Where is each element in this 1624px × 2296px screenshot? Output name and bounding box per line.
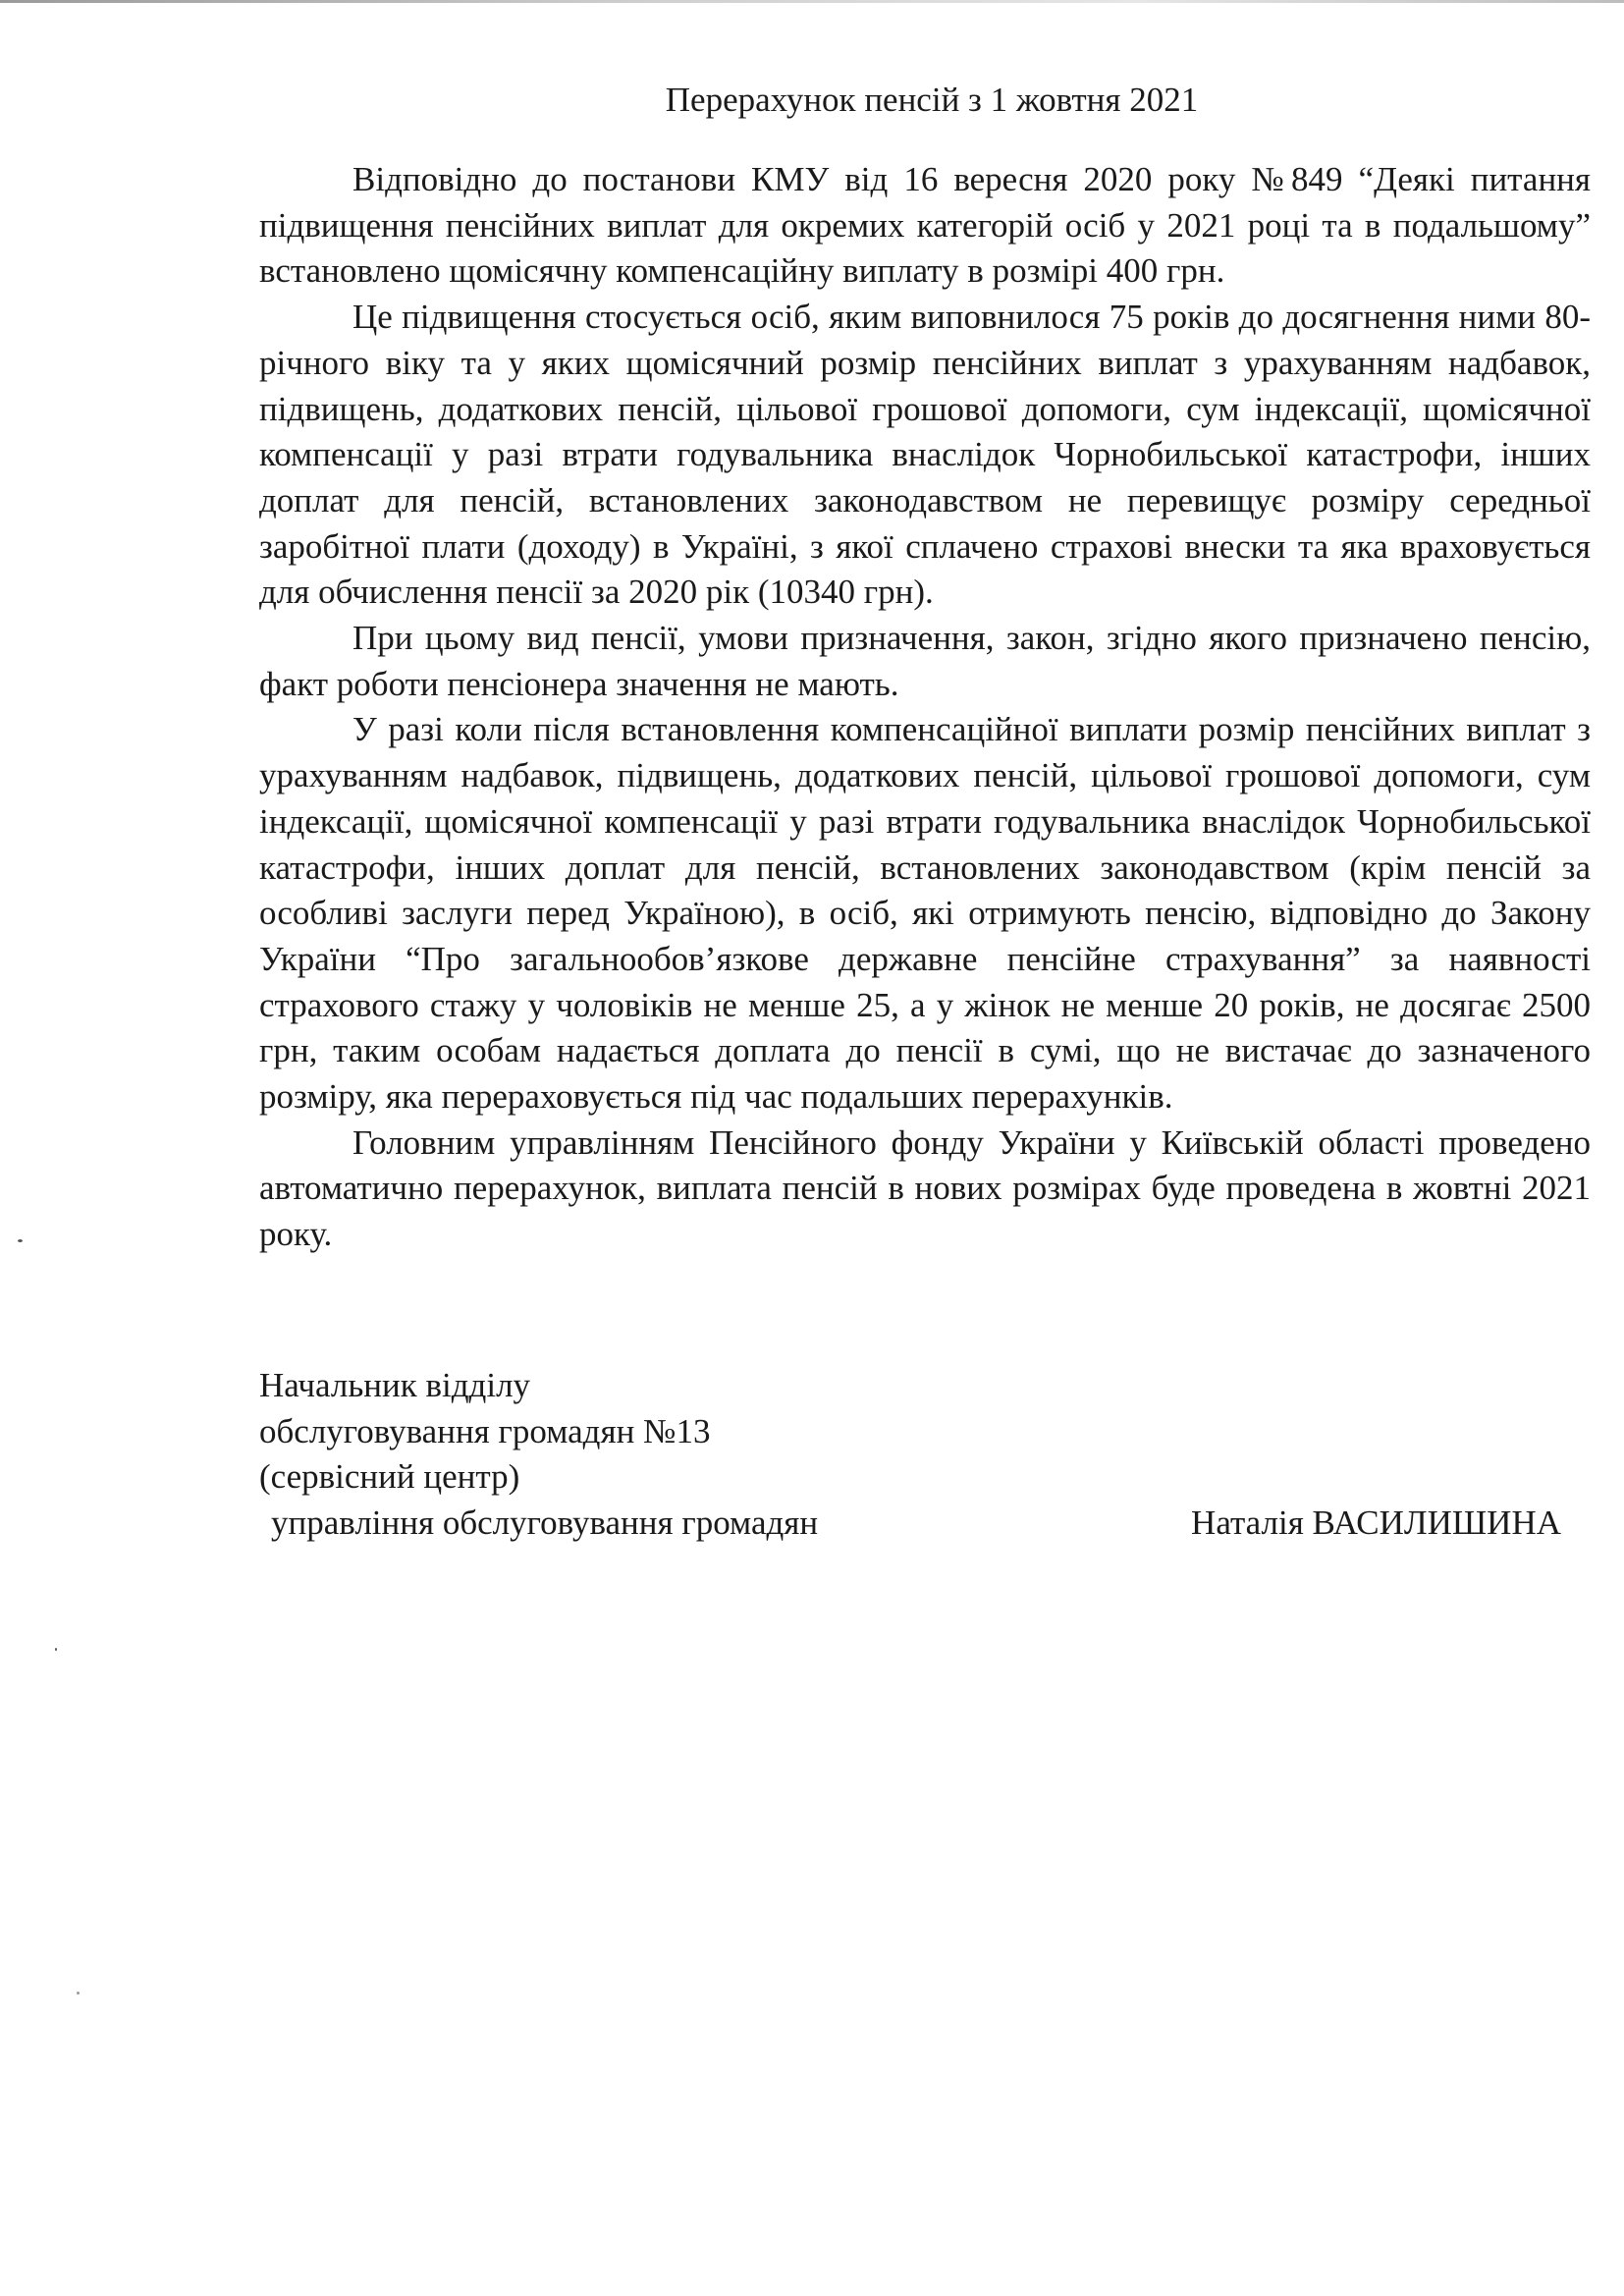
paragraph-conditions: При цьому вид пенсії, умови призначення, закон, згідно якого призначено пенсію, факт роботи пенсіонера значення не мають. bbox=[259, 619, 1591, 703]
paragraph-resolution: Відповідно до постанови КМУ від 16 вересня 2020 року №849 “Деякі питання підвищення пенсійних виплат для окремих категорій осіб у 2021 році та в подальшому” встановлено щомісячну компенсаційну виплату в розмірі 400 грн. bbox=[259, 160, 1591, 291]
signature-position-line: управління обслуговування громадян bbox=[271, 1503, 819, 1542]
paragraph-recalculation: Головним управлінням Пенсійного фонду України у Київській області проведено автоматично перерахунок, виплата пенсій в нових розмірах буде проведена в жовтні 2021 року. bbox=[259, 1122, 1591, 1254]
paragraph-eligibility: Це підвищення стосується осіб, яким виповнилося 75 років до досягнення ними 80-річного віку та у яких щомісячний розмір пенсійних виплат з урахуванням надбавок, підвищень, додаткових пенсій, цільової грошової допомоги, сум індексації, щомісячної компенсації у разі втрати годувальника внаслідок Чорнобильської катастрофи, інших доплат для пенсій, встановлених законодавством не перевищує розміру середньої заробітної плати (доходу) в Україні, з якої сплачено страхові внески та яка враховується для обчислення пенсії за 2020 рік (10340 грн). bbox=[259, 298, 1591, 612]
scan-top-edge bbox=[0, 0, 1624, 3]
signature-final-line bbox=[259, 1501, 1591, 1547]
scan-mark bbox=[77, 1992, 80, 1995]
scan-mark bbox=[55, 1648, 57, 1651]
document-title: Перерахунок пенсій з 1 жовтня 2021 bbox=[665, 81, 1199, 119]
scan-mark bbox=[18, 1239, 23, 1242]
signature-position-line: Начальник відділу bbox=[259, 1366, 531, 1404]
paragraph-supplement: У разі коли після встановлення компенсаційної виплати розмір пенсійних виплат з урахуванням надбавок, підвищень, додаткових пенсій, цільової грошової допомоги, сум індексації, щомісячної компенсації у разі втрати годувальника внаслідок Чорнобильської катастрофи, інших доплат для пенсій, встановлених законодавством (крім пенсій за особливі заслуги перед Україною), в осіб, які отримують пенсію, відповідно до Закону України “Про загальнообов’язкове державне пенсійне страхування” за наявності страхового стажу у чоловіків не менше 25, а у жінок не менше 20 років, не досягає 2500 грн, таким особам надається доплата до пенсії в сумі, що не вистачає до зазначеного розміру, яка перераховується під час подальших перерахунків. bbox=[259, 710, 1591, 1117]
signature-position-line: обслуговування громадян №13 bbox=[259, 1411, 711, 1450]
signature-position-line: (сервісний центр) bbox=[259, 1457, 520, 1496]
document-page bbox=[259, 71, 1591, 1258]
document-body bbox=[259, 157, 1591, 1258]
signatory-name: Наталія ВАСИЛИШИНА bbox=[1191, 1503, 1561, 1542]
signature-block bbox=[259, 1363, 1591, 1546]
